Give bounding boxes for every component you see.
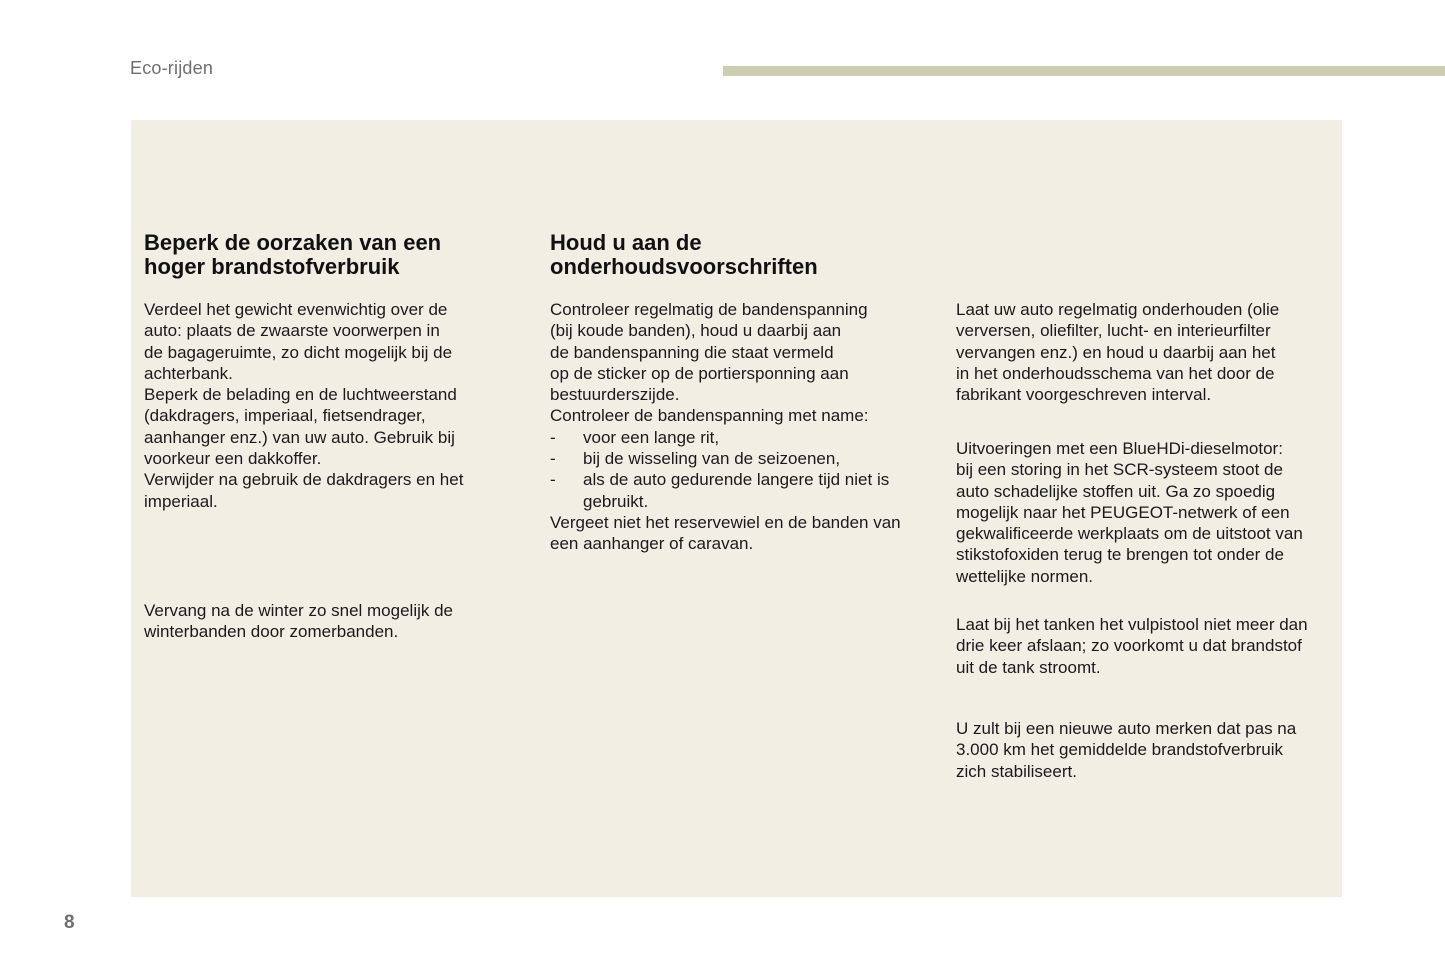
list-item-text: voor een lange rit, [583,427,720,447]
list-dash: - [550,470,556,490]
tyre-check-list [550,427,935,512]
paragraph-tyre-pressure: Controleer regelmatig de bandenspanning (bij koude banden), houd u daarbij aan de bandenspanning die staat vermeld op de sticker op de portiersponning aan bestuurderszijde. Controleer de bandenspanning met name: [550,300,869,426]
list-item-text: bij de wisseling van de seizoenen, [583,449,841,469]
page-number: 8 [64,912,75,933]
paragraph-new-car: U zult bij een nieuwe auto merken dat pas na 3.000 km het gemiddelde brandstofverbruik zich stabiliseert. [956,719,1297,781]
list-dash: - [550,449,556,469]
paragraph-winter-tyres: Vervang na de winter zo snel mogelijk de winterbanden door zomerbanden. [144,601,454,642]
list-item [550,469,935,512]
tyre-pressure-block [550,299,935,555]
heading-maintenance: Houd u aan de onderhoudsvoorschriften [550,230,818,279]
paragraph-regular-service: Laat uw auto regelmatig onderhouden (olie verversen, oliefilter, lucht- en interieurfilter vervangen enz.) en houd u daarbij aan het in het onderhoudsschema van het door de fabrikant voorgeschreven interval. [956,300,1280,405]
section-title: Eco-rijden [130,58,214,78]
paragraph-weight-distribution: Verdeel het gewicht evenwichtig over de auto: plaats de zwaarste voorwerpen in de bagageruimte, zo dicht mogelijk bij de achterbank. Beperk de belading en de luchtweerstand (dakdragers, imperiaal, fietsendrager, aanhanger enz.) van uw auto. Gebruik bij voorkeur een dakkoffer. Verwijder na gebruik de dakdragers en het imperiaal. [144,300,464,511]
paragraph-bluehdi: Uitvoeringen met een BlueHDi-dieselmotor: bij een storing in het SCR-systeem stoot de auto schadelijke stoffen uit. Ga zo spoedig mogelijk naar het PEUGEOT-netwerk of een gekwalificeerde werkplaats om de uitstoot van stikstofoxiden terug te brengen tot onder de wettelijke normen. [956,439,1303,586]
list-dash: - [550,427,556,447]
list-item [550,427,935,448]
paragraph-refuelling: Laat bij het tanken het vulpistool niet meer dan drie keer afslaan; zo voorkomt u dat brandstof uit de tank stroomt. [956,615,1308,677]
heading-fuel-consumption: Beperk de oorzaken van een hoger brandstofverbruik [144,230,442,279]
list-item [550,448,935,469]
header-accent-bar [723,66,1445,76]
paragraph-spare-wheel: Vergeet niet het reservewiel en de banden van een aanhanger of caravan. [550,512,901,554]
list-item-text: als de auto gedurende langere tijd niet is gebruikt. [583,470,890,511]
